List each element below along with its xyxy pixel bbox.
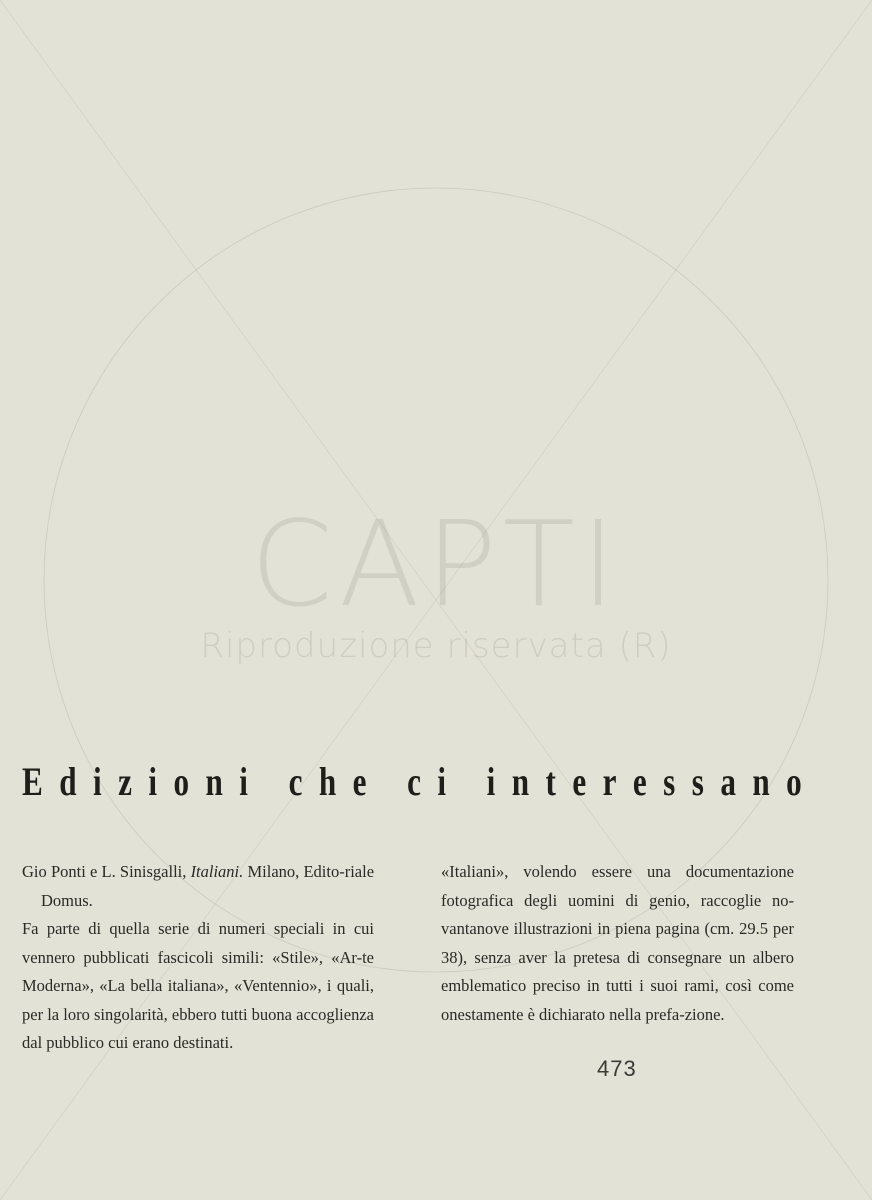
- title-space: [264, 758, 272, 806]
- title-letter: s: [663, 759, 676, 804]
- title-letter: n: [511, 759, 530, 804]
- citation: [22, 858, 374, 915]
- title-letter: t: [545, 759, 556, 804]
- title-letter: i: [148, 759, 158, 804]
- watermark-subtitle: Riproduzione riservata (R): [200, 626, 672, 666]
- title-letter: z: [118, 759, 132, 804]
- page-number: 473: [597, 1056, 637, 1081]
- title-letter: a: [720, 759, 736, 804]
- title-letter: n: [752, 759, 770, 804]
- citation-publisher: Milano, Edito-: [243, 862, 345, 881]
- title-letter: c: [407, 759, 421, 804]
- title-letter: d: [59, 759, 77, 804]
- title-letter: e: [352, 759, 367, 804]
- title-letter: o: [786, 759, 802, 804]
- title-letter: h: [318, 759, 337, 804]
- title-space: [383, 758, 391, 806]
- title-letter: e: [632, 759, 647, 804]
- right-column: [441, 858, 794, 1029]
- title-letter: i: [93, 759, 102, 804]
- right-paragraph: «Italiani», volendo essere una documentazione fotografica degli uomini di genio, raccoglie no-vantanove illustrazioni in piena pagina (cm. 29.5 per 38), senza aver la pretesa di consegnare un albero emblematico preciso in tutti i suoi rami, così come onestamente è dichiarato nella prefa-zione.: [441, 862, 794, 1024]
- title-letter: E: [22, 759, 43, 804]
- title-letter: n: [205, 759, 223, 804]
- citation-book-title: Italiani.: [190, 862, 244, 881]
- citation-publisher-cont: riale Domus.: [41, 862, 375, 910]
- title-letter: c: [288, 759, 303, 804]
- title-letter: s: [691, 759, 704, 804]
- title-letter: r: [602, 759, 617, 804]
- title-letter: i: [486, 759, 496, 804]
- title-letter: i: [239, 759, 248, 804]
- left-paragraph: Fa parte di quella serie di numeri speciali in cui vennero pubblicati fascicoli simili: «Stile», «Ar-te Moderna», «La bella italiana», «Ventennio», i quali, per la loro singolarità, ebbero tutti buona accoglienza dal pubblico cui erano destinati.: [22, 919, 374, 1052]
- citation-authors: Gio Ponti e L. Sinisgalli,: [22, 862, 191, 881]
- title-letter: i: [437, 759, 447, 804]
- left-column: [22, 858, 374, 1058]
- title-letter: e: [572, 759, 587, 804]
- page-title: [22, 758, 802, 806]
- title-space: [462, 758, 470, 806]
- watermark-logo: CAPTI: [250, 495, 622, 633]
- title-letter: o: [173, 759, 190, 804]
